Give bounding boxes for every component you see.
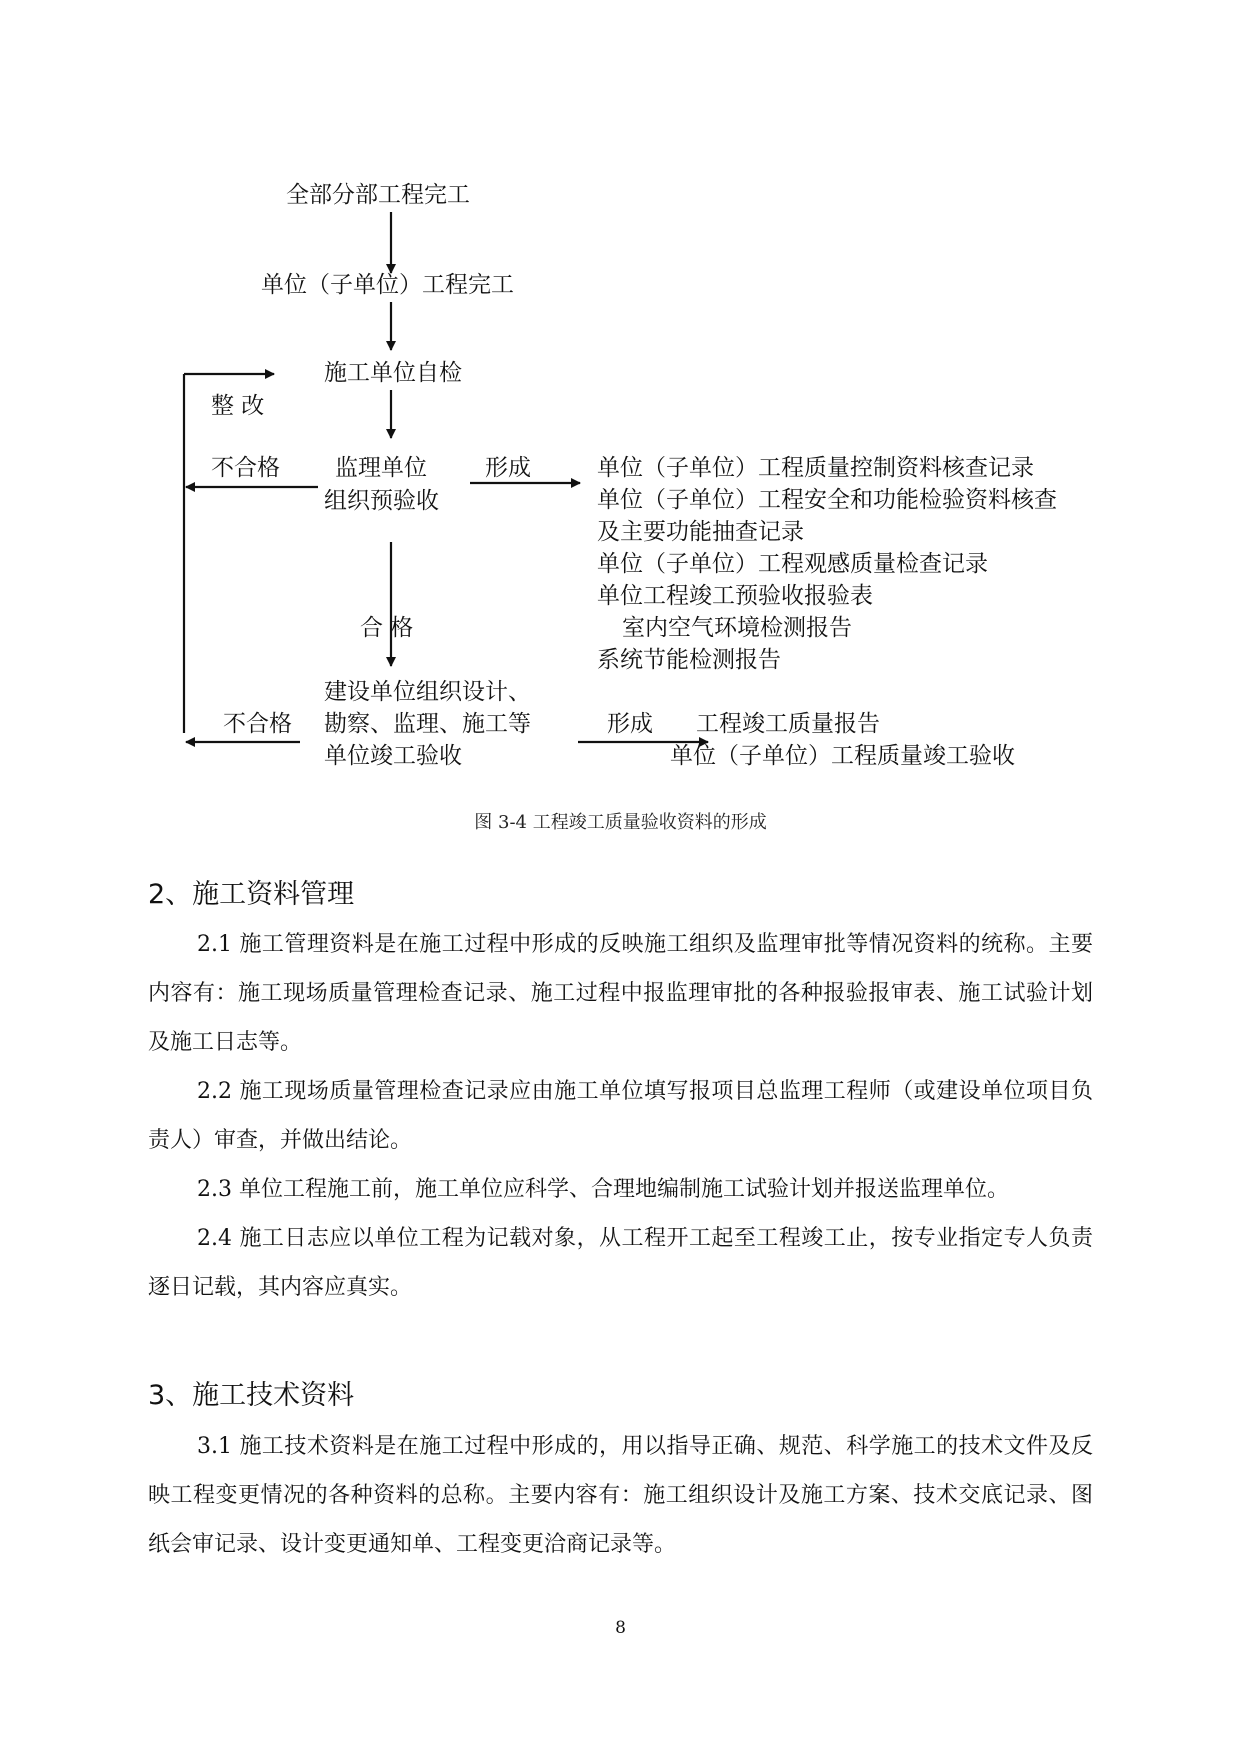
flow-step4-line1: 监理单位 — [335, 455, 427, 481]
flow-record-1: 单位（子单位）工程质量控制资料核查记录 — [597, 455, 1034, 481]
section2-paragraph-4: 2.4 施工日志应以单位工程为记载对象，从工程开工起至工程竣工止，按专业指定专人负责逐日记载，其内容应真实。 — [148, 1226, 1093, 1300]
flow-step4-line2: 组织预验收 — [324, 488, 439, 514]
flow-form1-label: 形成 — [485, 455, 531, 481]
flow-step1: 全部分部工程完工 — [286, 182, 470, 208]
flow-record-3: 及主要功能抽查记录 — [597, 519, 804, 545]
flowchart-arrows — [0, 0, 1241, 800]
figure-caption: 图 3-4 工程竣工质量验收资料的形成 — [474, 812, 767, 833]
section3-heading: 3、施工技术资料 — [148, 1380, 355, 1411]
section3-paragraph-1: 3.1 施工技术资料是在施工过程中形成的，用以指导正确、规范、科学施工的技术文件及反映工程变更情况的各种资料的总称。主要内容有：施工组织设计及施工方案、技术交底记录、图纸会审记录、设计变更通知单、工程变更洽商记录等。 — [148, 1434, 1093, 1557]
flow-step5-line3: 单位竣工验收 — [324, 743, 462, 769]
flow-final-acceptance: 单位（子单位）工程质量竣工验收 — [670, 743, 1015, 769]
section2-heading: 2、施工资料管理 — [148, 879, 355, 910]
flow-fail1-label: 不合格 — [211, 455, 280, 481]
flow-record-7: 系统节能检测报告 — [597, 647, 781, 673]
section2-paragraph-3: 2.3 单位工程施工前，施工单位应科学、合理地编制施工试验计划并报送监理单位。 — [197, 1177, 1009, 1202]
flow-record-2: 单位（子单位）工程安全和功能检验资料核查 — [597, 487, 1057, 513]
flow-pass-label: 合 格 — [360, 615, 414, 641]
flow-form2-label: 形成 — [607, 711, 653, 737]
flow-step3: 施工单位自检 — [324, 360, 462, 386]
flow-step2: 单位（子单位）工程完工 — [261, 272, 514, 298]
page-number: 8 — [615, 1618, 626, 1638]
section2-paragraph-2: 2.2 施工现场质量管理检查记录应由施工单位填写报项目总监理工程师（或建设单位项目负责人）审查，并做出结论。 — [148, 1079, 1093, 1153]
flow-record-5: 单位工程竣工预验收报验表 — [597, 583, 873, 609]
flow-final-report: 工程竣工质量报告 — [696, 711, 880, 737]
flow-step5-line2: 勘察、监理、施工等 — [324, 711, 531, 737]
flow-step5-line1: 建设单位组织设计、 — [324, 679, 531, 705]
section2-paragraph-1: 2.1 施工管理资料是在施工过程中形成的反映施工组织及监理审批等情况资料的统称。主要内容有：施工现场质量管理检查记录、施工过程中报监理审批的各种报验报审表、施工试验计划及施工日志等。 — [148, 932, 1093, 1055]
flow-rectify-label: 整 改 — [211, 393, 265, 419]
flow-fail2-label: 不合格 — [223, 711, 292, 737]
flow-record-4: 单位（子单位）工程观感质量检查记录 — [597, 551, 988, 577]
flow-record-6: 室内空气环境检测报告 — [622, 615, 852, 641]
